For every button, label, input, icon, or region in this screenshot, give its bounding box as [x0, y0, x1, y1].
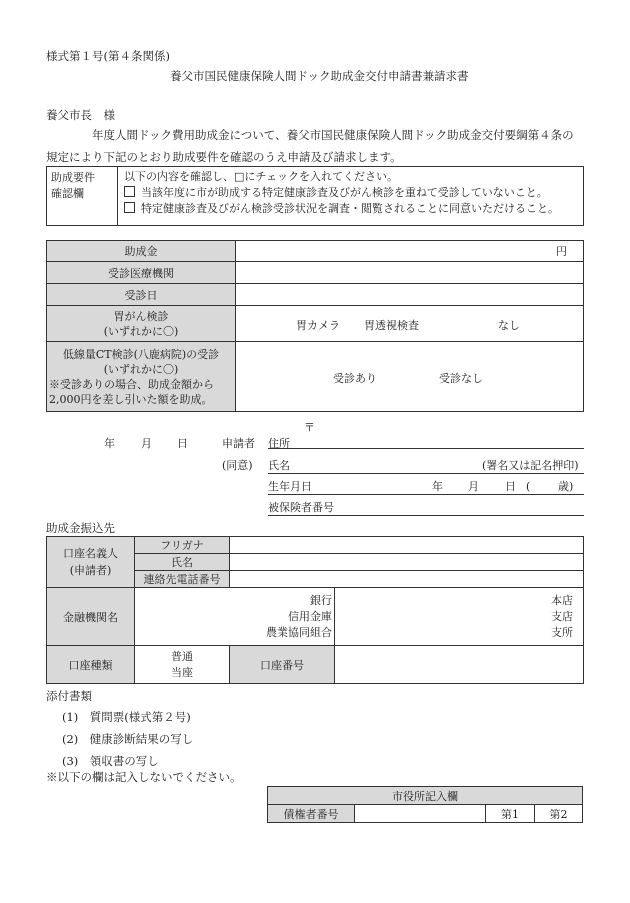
requirements-instruction: 以下の内容を確認し、□にチェックを入れてください。: [124, 170, 399, 183]
exam-date-label: 受診日: [47, 284, 236, 306]
gastric-label: 胃がん検診 (いずれかに〇): [47, 306, 236, 342]
app-month: 月: [141, 437, 152, 450]
amount-label: 助成金: [47, 241, 236, 262]
requirement-item-2[interactable]: 特定健康診査及びがん検診受診状況を調査・閲覧されることに同意いただけること。: [124, 201, 577, 217]
phone-field[interactable]: [230, 571, 584, 588]
name-line[interactable]: [268, 473, 584, 474]
creditor-number-label: 債権者番号: [268, 805, 355, 823]
attachment-item-3: (3) 領収書の写し: [62, 754, 159, 768]
institution-name-label: 金融機関名: [47, 588, 135, 646]
age-close: 歳): [558, 480, 574, 493]
creditor-number-field[interactable]: [355, 805, 486, 823]
gastric-option-xray[interactable]: 胃透視検査: [364, 319, 419, 332]
address-label: 住所: [268, 437, 290, 450]
birth-day: 日: [505, 480, 516, 493]
ct-option-yes[interactable]: 受診あり: [333, 372, 377, 385]
birth-year: 年: [432, 480, 443, 493]
form-title: 養父市国民健康保険人間ドック助成金交付申請書兼請求書: [170, 69, 469, 83]
insured-number-line[interactable]: [268, 515, 584, 516]
bank-table: [46, 536, 584, 684]
name-label: 氏名: [268, 459, 290, 472]
age-open: (: [526, 480, 531, 493]
office-title: 市役所記入欄: [268, 787, 583, 805]
exam-date-field[interactable]: [236, 284, 584, 306]
requirement-item-1[interactable]: 当該年度に市が助成する特定健康診査及びがん検診を重ねて受診していないこと。: [124, 185, 577, 201]
ct-options: [236, 342, 584, 412]
app-day: 日: [177, 437, 188, 450]
gastric-option-camera[interactable]: 胃カメラ: [296, 319, 340, 332]
checkbox-1[interactable]: [124, 186, 135, 197]
insured-number-label: 被保険者番号: [268, 501, 334, 514]
intro-line-1: 年度人間ドック費用助成金について、養父市国民健康保険人間ドック助成金交付要綱第４条の: [92, 128, 574, 142]
attachments-title: 添付書類: [46, 689, 92, 703]
amount-field[interactable]: 円: [236, 241, 584, 262]
furigana-label: フリガナ: [135, 537, 230, 554]
postal-mark: 〒: [304, 421, 315, 434]
holder-name-label: 氏名: [135, 554, 230, 571]
birth-label: 生年月日: [268, 480, 312, 493]
office-second: 第2: [535, 805, 583, 823]
signature-note: (署名又は記名押印): [482, 459, 579, 472]
bank-section-title: 助成金振込先: [46, 521, 115, 535]
phone-label: 連絡先電話番号: [135, 571, 230, 588]
office-table: [267, 786, 583, 823]
intro-line-2: 規定により下記のとおり助成要件を確認のうえ申請及び請求します。: [46, 150, 402, 164]
birth-line[interactable]: [268, 494, 584, 495]
birth-month: 月: [468, 480, 479, 493]
form-number: 様式第１号(第４条関係): [46, 49, 170, 63]
address-line: [268, 448, 584, 449]
office-first: 第1: [486, 805, 535, 823]
furigana-field[interactable]: [230, 537, 584, 554]
holder-label: 口座名義人 (申請者): [47, 537, 135, 588]
office-note: ※以下の欄は記入しないでください。: [46, 770, 242, 784]
requirements-content: [118, 167, 584, 226]
gastric-options: [236, 306, 584, 342]
addressee: 養父市長 様: [46, 108, 115, 122]
attachment-item-2: (2) 健康診断結果の写し: [62, 732, 194, 746]
attachment-item-1: (1) 質問票(様式第２号): [62, 710, 191, 724]
ct-label: 低線量CT検診(八鹿病院)の受診 (いずれかに〇) ※受診ありの場合、助成金額から 2,000円を差し引いた額を助成。: [47, 342, 236, 412]
account-number-label: 口座番号: [230, 646, 335, 684]
institution-field[interactable]: [236, 262, 584, 284]
account-number-field[interactable]: [335, 646, 584, 684]
holder-name-field[interactable]: [230, 554, 584, 571]
ct-option-no[interactable]: 受診なし: [439, 372, 483, 385]
requirements-label: 助成要件 確認欄: [47, 167, 118, 226]
applicant-label: 申請者: [222, 437, 255, 450]
requirements-box: [46, 166, 584, 226]
app-year: 年: [104, 437, 115, 450]
account-type-label: 口座種類: [47, 646, 135, 684]
account-types[interactable]: 普通 当座: [135, 646, 230, 684]
consent-label: (同意): [222, 459, 253, 472]
branch-types[interactable]: 本店 支店 支所: [335, 588, 584, 646]
grant-table: [46, 240, 584, 412]
institution-types[interactable]: 銀行 信用金庫 農業協同組合: [135, 588, 335, 646]
checkbox-2[interactable]: [124, 202, 135, 213]
gastric-option-none[interactable]: なし: [498, 319, 520, 332]
institution-label: 受診医療機関: [47, 262, 236, 284]
